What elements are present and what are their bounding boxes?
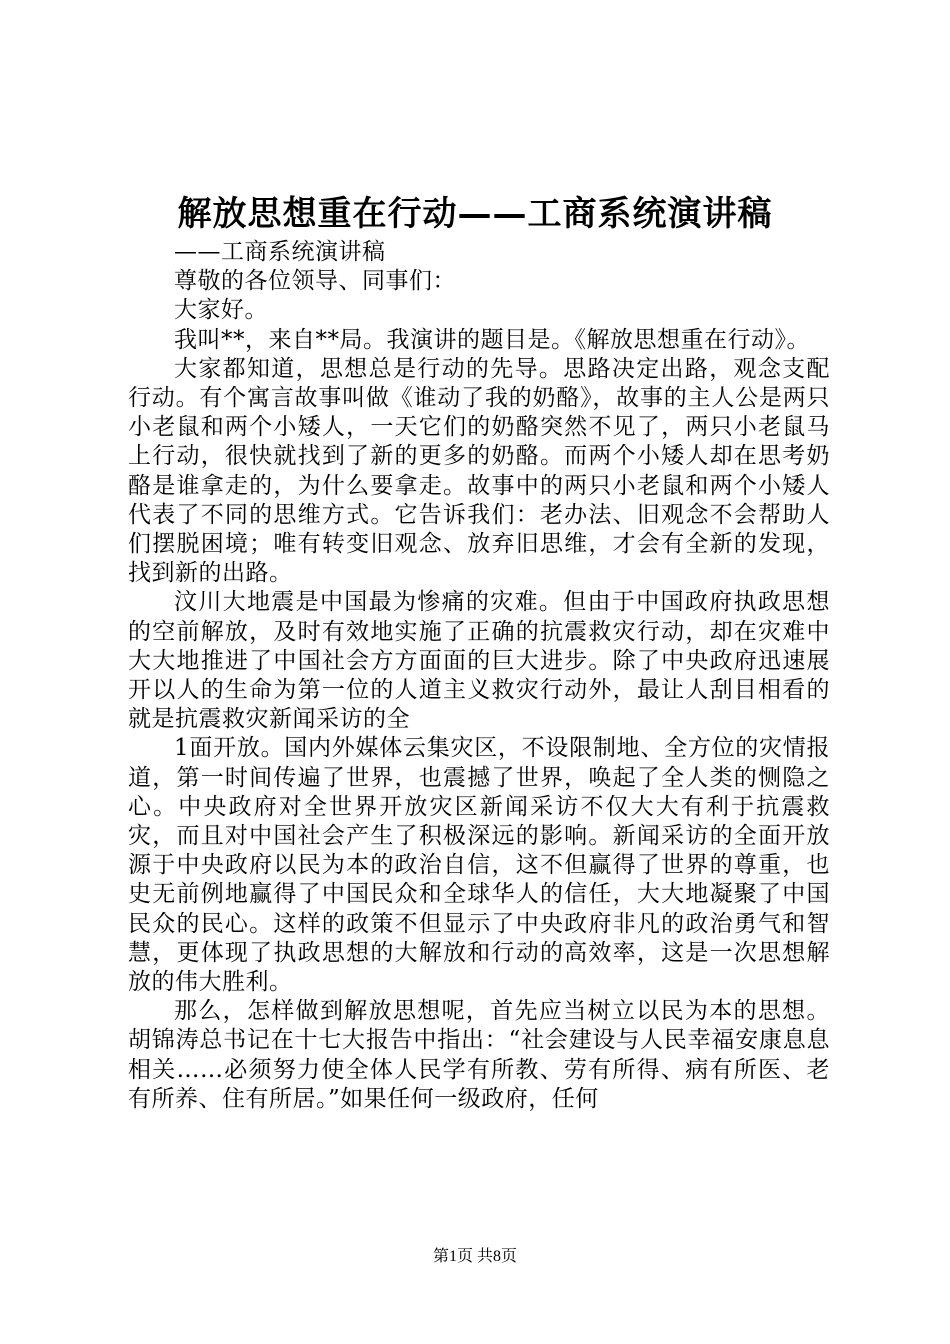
subtitle: ——工商系统演讲稿 (174, 239, 386, 265)
salutation: 尊敬的各位领导、同事们： (174, 268, 456, 295)
document-title: 解放思想重在行动——工商系统演讲稿 (177, 194, 773, 234)
document-body (128, 238, 830, 1114)
page-number-footer: 第1页 共8页 (432, 1248, 517, 1265)
paragraph: 我叫**，来自**局。我演讲的题目是。《解放思想重在行动》。 (174, 326, 810, 353)
greeting: 大家好。 (174, 297, 268, 324)
paragraph: 那么，怎样做到解放思想呢，首先应当树立以民为本的思想。胡锦涛总书记在十七大报告中指出：“社会建设与人民幸福安康息息相关……必须努力使全体人民学有所教、劳有所得、病有所医、老有所养、住有所居。”如果任何一级政府，任何 (128, 998, 830, 1112)
paragraph: 汶川大地震是中国最为惨痛的灾难。但由于中国政府执政思想的空前解放，及时有效地实施了正确的抗震救灾行动，却在灾难中大大地推进了中国社会方方面面的巨大进步。除了中央政府迅速展开以人的生命为第一位的人道主义救灾行动外，最让人刮目相看的就是抗震救灾新闻采访的全 (128, 589, 830, 733)
paragraph: 1面开放。国内外媒体云集灾区，不设限制地、全方位的灾情报道，第一时间传遍了世界，也震撼了世界，唤起了全人类的恻隐之心。中央政府对全世界开放灾区新闻采访不仅大大有利于抗震救灾，而且对中国社会产生了积极深远的影响。新闻采访的全面开放源于中央政府以民为本的政治自信，这不但赢得了世界的尊重，也史无前例地赢得了中国民众和全球华人的信任，大大地凝聚了中国民众的民心。这样的政策不但显示了中央政府非凡的政治勇气和智慧，更体现了执政思想的大解放和行动的高效率，这是一次思想解放的伟大胜利。 (128, 735, 830, 996)
paragraph: 大家都知道，思想总是行动的先导。思路决定出路，观念支配行动。有个寓言故事叫做《谁动了我的奶酪》，故事的主人公是两只小老鼠和两个小矮人，一天它们的奶酪突然不见了，两只小老鼠马上行动，很快就找到了新的更多的奶酪。而两个小矮人却在思考奶酪是谁拿走的，为什么要拿走。故事中的两只小老鼠和两个小矮人代表了不同的思维方式。它告诉我们：老办法、旧观念不会帮助人们摆脱困境；唯有转变旧观念、放弃旧思维，才会有全新的发现，找到新的出路。 (128, 355, 830, 587)
